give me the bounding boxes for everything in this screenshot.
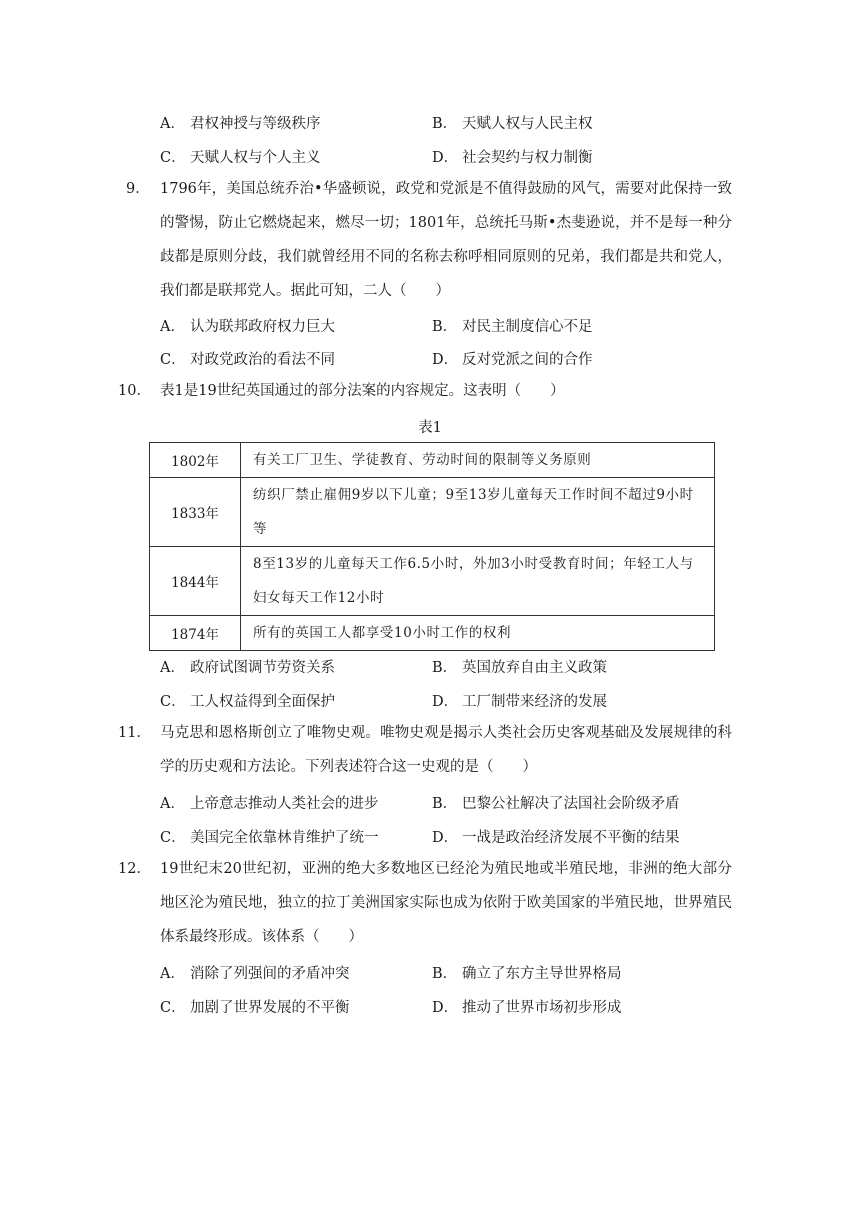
table-caption: 表1 [418,420,442,436]
q12-option-a[interactable] [160,962,350,983]
q10-option-c[interactable] [160,690,335,711]
q9-number: 9． [126,181,150,197]
table-year-cell: 1802年 [150,443,241,478]
table-row [150,443,715,478]
option-text: 认为联邦政府权力巨大 [190,319,335,335]
q9-options-row-2 [160,348,760,370]
q11-option-d[interactable] [432,826,680,847]
option-letter: B． [432,319,458,335]
q11-option-b[interactable] [432,792,680,813]
q8-option-d[interactable] [432,146,593,167]
q12-options-row-1 [160,962,760,984]
option-letter: B． [432,116,458,132]
option-text: 巴黎公社解决了法国社会阶级矛盾 [462,796,680,812]
q10-option-b[interactable] [432,656,607,677]
q9-options-row-1 [160,315,760,337]
option-letter: D． [432,830,459,846]
option-text: 一战是政治经济发展不平衡的结果 [462,830,680,846]
option-text: 反对党派之间的合作 [462,352,593,368]
option-letter: C． [160,1000,186,1016]
option-text: 对民主制度信心不足 [462,319,593,335]
option-text: 推动了世界市场初步形成 [462,1000,622,1016]
option-letter: A． [160,966,185,982]
q12-number: 12． [118,861,151,877]
q12-option-b[interactable] [432,962,622,983]
q9-option-d[interactable] [432,348,593,369]
q11-option-c[interactable] [160,826,379,847]
q10-text: 表1是19世纪英国通过的部分法案的内容规定。这表明（ ） [160,383,565,399]
q9-option-a[interactable] [160,315,335,336]
option-letter: C． [160,830,186,846]
option-letter: A． [160,319,185,335]
option-text: 政府试图调节劳资关系 [190,660,335,676]
q11-text: 马克思和恩格斯创立了唯物史观。唯物史观是揭示人类社会历史客观基础及发展规律的科学的历史观和方法论。下列表述符合这一史观的是（ ） [160,725,732,775]
q10-option-a[interactable] [160,656,335,677]
q11-number: 11． [118,725,151,741]
option-letter: C． [160,150,186,166]
q8-option-c[interactable] [160,146,321,167]
option-letter: B． [432,796,458,812]
option-text: 君权神授与等级秩序 [190,116,321,132]
table-year-cell: 1874年 [150,616,241,651]
q12-option-c[interactable] [160,996,350,1017]
q9-option-b[interactable] [432,315,593,336]
law-table [149,442,715,651]
q11-options-row-2 [160,826,760,848]
option-letter: D． [432,352,459,368]
q12-text: 19世纪末20世纪初，亚洲的绝大多数地区已经沦为殖民地或半殖民地，非洲的绝大部分地区沦为殖民地，独立的拉丁美洲国家实际也成为依附于欧美国家的半殖民地，世界殖民体系最终形成。该体系（ ） [160,861,732,945]
option-text: 英国放弃自由主义政策 [462,660,607,676]
q8-options-row-2 [160,146,760,168]
table-content-cell: 8至13岁的儿童每天工作6.5小时，外加3小时受教育时间；年轻工人与妇女每天工作12小时 [241,547,715,616]
option-letter: D． [432,150,459,166]
option-letter: A． [160,796,185,812]
option-text: 工人权益得到全面保护 [190,694,335,710]
q11-options-row-1 [160,792,760,814]
q9-stem [126,172,732,308]
q10-options-row-1 [160,656,760,678]
option-letter: B． [432,966,458,982]
table-year-cell: 1844年 [150,547,241,616]
q9-option-c[interactable] [160,348,335,369]
option-text: 天赋人权与个人主义 [190,150,321,166]
q8-option-b[interactable] [432,112,593,133]
option-letter: A． [160,116,185,132]
q11-stem [118,716,732,784]
option-letter: A． [160,660,185,676]
table-content-cell: 所有的英国工人都享受10小时工作的权利 [241,616,715,651]
q12-option-d[interactable] [432,996,622,1017]
option-text: 消除了列强间的矛盾冲突 [190,966,350,982]
q10-number: 10． [118,383,151,399]
q8-option-a[interactable] [160,112,321,133]
option-text: 工厂制带来经济的发展 [462,694,607,710]
q8-options-row-1 [160,112,760,134]
table-content-cell: 有关工厂卫生、学徒教育、劳动时间的限制等义务原则 [241,443,715,478]
option-letter: D． [432,1000,459,1016]
option-letter: B． [432,660,458,676]
table-row [150,547,715,616]
option-text: 对政党政治的看法不同 [190,352,335,368]
option-text: 天赋人权与人民主权 [462,116,593,132]
q10-options-row-2 [160,690,760,712]
q9-text: 1796年，美国总统乔治•华盛顿说，政党和党派是不值得鼓励的风气，需要对此保持一致的警惕，防止它燃烧起来，燃尽一切；1801年，总统托马斯•杰斐逊说，并不是每一种分歧都是原则分歧，我们就曾经用不同的名称去称呼相同原则的兄弟，我们都是共和党人，我们都是联邦党人。据此可知，二人（ ） [160,181,732,299]
q10-stem [118,374,732,408]
option-letter: D． [432,694,459,710]
table-row [150,478,715,547]
option-text: 美国完全依靠林肯维护了统一 [190,830,379,846]
table-content-cell: 纺织厂禁止雇佣9岁以下儿童；9至13岁儿童每天工作时间不超过9小时等 [241,478,715,547]
q11-option-a[interactable] [160,792,379,813]
table-year-cell: 1833年 [150,478,241,547]
q12-stem [118,852,732,954]
option-text: 上帝意志推动人类社会的进步 [190,796,379,812]
option-letter: C． [160,352,186,368]
q10-option-d[interactable] [432,690,607,711]
option-letter: C． [160,694,186,710]
option-text: 确立了东方主导世界格局 [462,966,622,982]
table-row [150,616,715,651]
option-text: 加剧了世界发展的不平衡 [190,1000,350,1016]
option-text: 社会契约与权力制衡 [462,150,593,166]
q12-options-row-2 [160,996,760,1018]
